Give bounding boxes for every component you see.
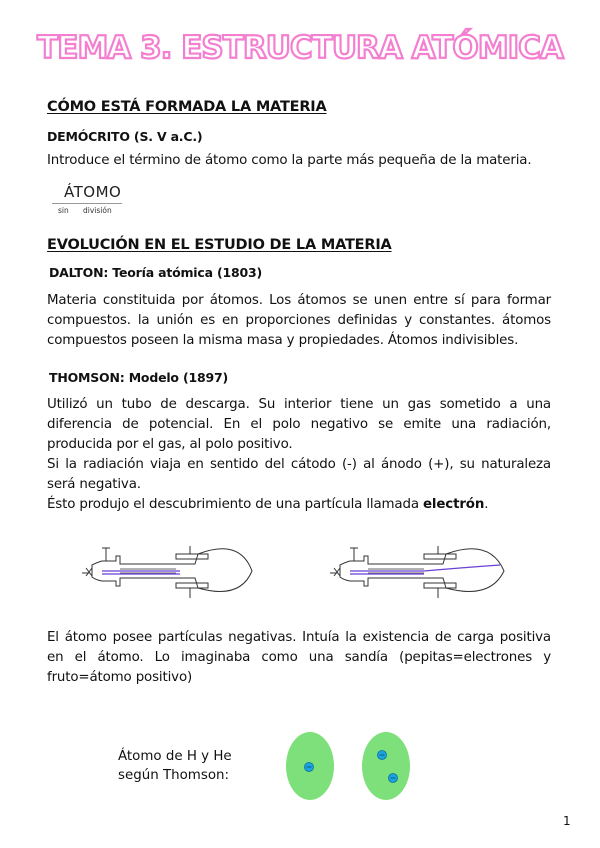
hydrogen-atom-model [285, 731, 335, 801]
thomson-p3: Ésto produjo el descubrimiento de una partícula llamada electrón. [47, 497, 489, 512]
page-number: 1 [563, 814, 571, 828]
atomo-part-sin: sin [58, 206, 69, 215]
democrito-heading: DEMÓCRITO (S. V a.C.) [47, 129, 203, 144]
thomson-p1: Utilizó un tubo de descarga. Su interior tiene un gas sometido a una diferencia de potencial. En el polo negativo se emite una radiación, producida por el gas, al polo positivo. [47, 397, 551, 452]
thomson-heading: THOMSON: Modelo (1897) [49, 370, 228, 385]
dalton-text: Materia constituida por átomos. Los átomos se unen entre sí para formar compuestos. la unión es en proporciones definidas y constantes. átomos compuestos poseen la misma masa y propiedades. Átomos indivisibles. [47, 293, 551, 348]
positive-sphere-he [362, 732, 410, 800]
section-heading-materia: CÓMO ESTÁ FORMADA LA MATERIA [47, 99, 327, 115]
thomson-p2: Si la radiación viaja en sentido del cátodo (-) al ánodo (+), su naturaleza será negativa. [47, 457, 551, 492]
thomson-model-label: Átomo de H y He según Thomson: [118, 749, 232, 783]
discharge-tube-illustration-2 [328, 542, 524, 600]
discharge-tube-illustration-1 [80, 542, 272, 600]
thomson-text [47, 395, 551, 515]
thomson-model-text: El átomo posee partículas negativas. Intuía la existencia de carga positiva en el átomo. Lo imaginaba como una sandía (pepitas=electrones y fruto=átomo positivo) [47, 630, 551, 685]
democrito-text: Introduce el término de átomo como la parte más pequeña de la materia. [47, 153, 532, 168]
helium-atom-model [361, 731, 411, 801]
electron-keyword: electrón [423, 497, 485, 512]
dalton-heading: DALTON: Teoría atómica (1803) [49, 265, 262, 280]
atomo-divider [52, 203, 122, 204]
section-heading-evolucion: EVOLUCIÓN EN EL ESTUDIO DE LA MATERIA [47, 237, 392, 253]
main-title: TEMA 3. ESTRUCTURA ATÓMICA [37, 30, 563, 66]
atomo-part-division: división [83, 206, 112, 215]
atomo-word: ÁTOMO [64, 183, 122, 201]
